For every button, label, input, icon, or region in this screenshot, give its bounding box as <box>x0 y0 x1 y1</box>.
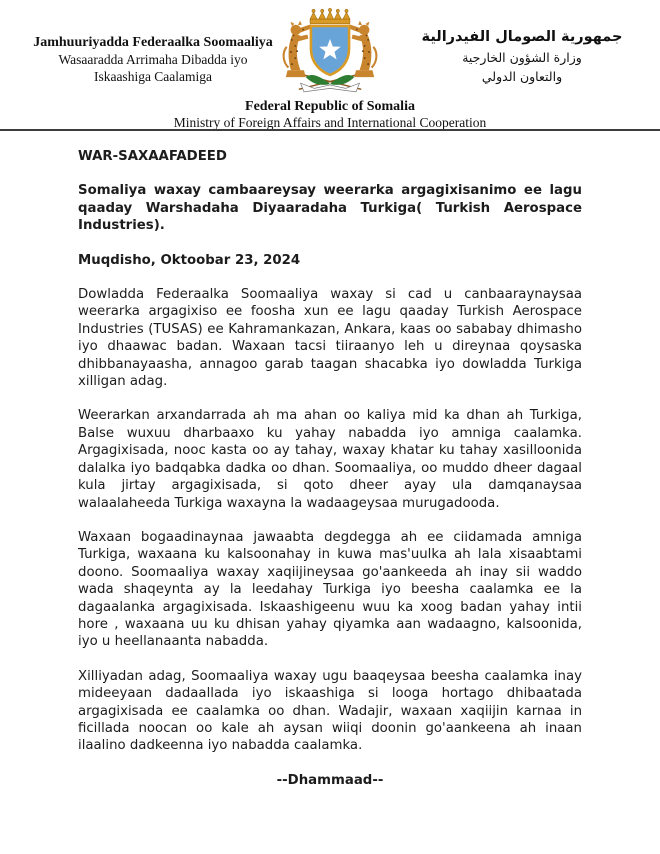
republic-name-somali: Jamhuuriyadda Federaalka Soomaaliya <box>33 35 273 50</box>
republic-name-arabic: جمهورية الصومال الفيدرالية <box>421 29 623 45</box>
closing-mark: --Dhammaad-- <box>276 772 384 788</box>
paragraph-1: Dowladda Federaalka Soomaaliya waxay si cad u canbaaraynaysaa weerarka argagixiso ee foosha xun ee lagu qaaday Turkish Aerospace Industries (TUSAS) ee Kahramankazan, Ankara, kaas oo sababay dhimasho iyo dhaawac badan. Waxaan tacsi tiiraanyo leh u direynaa qoysaska dhibbanayaasha, annagoo garab taagan shacabka iyo dowladda Turkiga xilligan adag. <box>78 287 582 390</box>
ministry-name-somali <box>22 34 284 85</box>
leaves-icon <box>306 75 355 85</box>
somalia-coat-of-arms-icon <box>278 5 382 103</box>
ministry-name-arabic <box>388 26 656 86</box>
ministry-name-english <box>0 99 660 131</box>
ministry-line-arabic-2: والتعاون الدولي <box>481 69 563 84</box>
header-rule <box>0 129 660 131</box>
republic-name-english: Federal Republic of Somalia <box>245 99 415 114</box>
letterhead <box>0 0 660 132</box>
crown-icon <box>310 8 350 23</box>
ribbon-icon <box>301 83 360 92</box>
leopard-left-icon <box>284 21 313 77</box>
document-title: WAR-SAXAAFADEED <box>78 149 227 164</box>
ministry-line-arabic-1: وزارة الشؤون الخارجية <box>462 50 582 65</box>
paragraph-3: Waxaan bogaadinaynaa jawaabta degdegga ah ee ciidamada amniga Turkiga, waxaana ku kalsoonahay in kuwa mas'uulka ah lala xisaabtami doono. Soomaaliya waxay xaqiijineysaa go'aankeeda ah inay sii waddo wada shaqeynta ay la leedahay Turkiga iyo beesha caalamka ee la dagaalanka argagixisada. Iskaashigeenu wuu ka xoog badan yahay intii hore , waxaana uu ku dhisan yahay qiyamka aan wadaagno, kalsoonida, iyo u heellanaanta nabadda. <box>78 529 582 650</box>
ministry-line-somali-2: Iskaashiga Caalamiga <box>93 69 213 84</box>
leopard-right-icon <box>348 21 377 77</box>
paragraph-2: Weerarkan arxandarrada ah ma ahan oo kaliya mid ka dhan ah Turkiga, Balse wuxuu dharbaaxo ku yahay nabadda iyo amniga caalamka. Argagixisada, nooc kasta oo ay tahay, waxay khatar ku tahay xasilloonida dalalka iyo badqabka dadka oo dhan. Soomaaliya, oo muddo dheer dagaal kula jirtay argagixisada, si qoto dheer ayay ula damqanaysaa walaalaheeda Turkiga waxayna la wadaageysaa murugadooda. <box>78 408 582 511</box>
headline: Somaliya waxay cambaareysay weerarka argagixisanimo ee lagu qaaday Warshadaha Diyaaradaha Turkiga( Turkish Aerospace Industries). <box>78 183 582 234</box>
dateline: Muqdisho, Oktoobar 23, 2024 <box>78 252 301 268</box>
press-release-body <box>78 148 582 806</box>
ministry-line-english: Ministry of Foreign Affairs and International Cooperation <box>173 115 487 130</box>
ministry-line-somali-1: Wasaaradda Arrimaha Dibadda iyo <box>58 52 248 67</box>
paragraph-4: Xilliyadan adag, Soomaaliya waxay ugu baaqeysaa beesha caalamka inay mideeyaan dadaallada iyo iskaashiga si looga hortago dhibaatada argagixisada ee caalamka oo dhan. Wadajir, waxaan xaqiijin karnaa in ficillada noocan oo kale ah aysan wiiqi doonin go'aankeena ah inaan ilaalino dadkeenna iyo nabadda caalamka. <box>78 668 582 754</box>
